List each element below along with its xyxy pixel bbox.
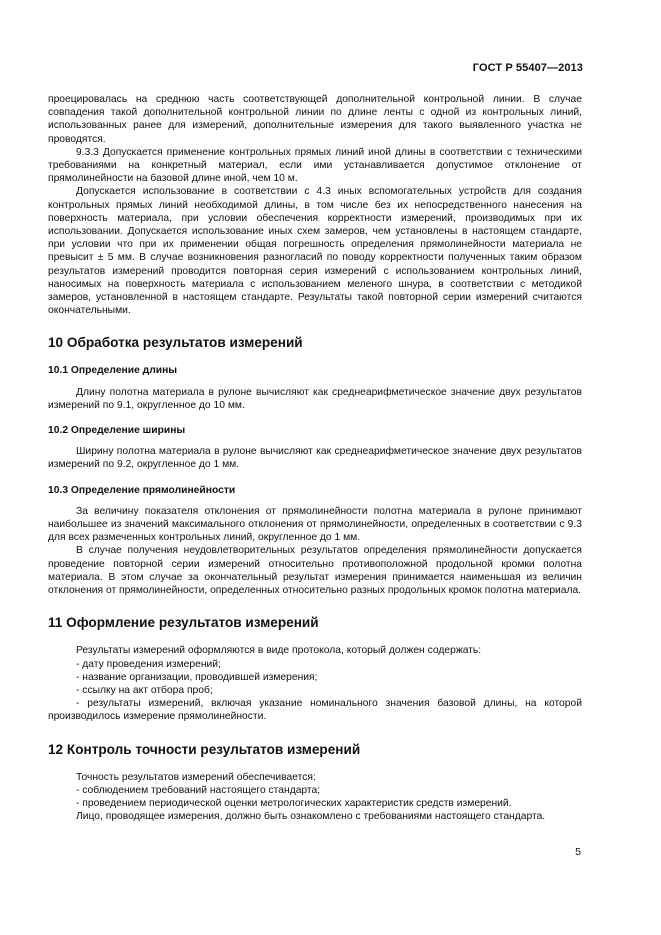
list-item-last: - результаты измерений, включая указание номинального значения базовой длины, на которой производилось измерение прямолинейности. bbox=[48, 698, 582, 723]
section-11-intro: Результаты измерений оформляются в виде протокола, который должен содержать: bbox=[76, 645, 482, 657]
section-11-heading: 11 Оформление результатов измерений bbox=[48, 615, 319, 631]
subsection-10-2-heading: 10.2 Определение ширины bbox=[48, 425, 186, 437]
subsection-10-3-heading: 10.3 Определение прямолинейности bbox=[48, 484, 236, 496]
list-item: - ссылку на акт отбора проб; bbox=[76, 684, 213, 696]
subsection-10-1-text: Длину полотна материала в рулоне вычисляют как среднеарифметическое значение двух результатов измерений по 9.1, округленное до 10 мм. bbox=[48, 386, 582, 411]
section-12-intro: Точность результатов измерений обеспечивается: bbox=[76, 771, 316, 783]
page-number: 5 bbox=[575, 846, 581, 858]
section-10-heading: 10 Обработка результатов измерений bbox=[48, 335, 303, 351]
paragraph-continuation: проецировалась на среднюю часть соответствующей дополнительной контрольной линии. В случае совпадения такой дополнительной контрольной линии по длине ленты с одной из контрольных линий, использованных ранее для измерений, дополнительные измерения для такого выявленного участка не проводятся. bbox=[48, 94, 582, 145]
list-item: - проведением периодической оценки метрологических характеристик средств измерений. bbox=[76, 797, 512, 809]
document-body bbox=[48, 93, 582, 823]
section-12-closing: Лицо, проводящее измерения, должно быть ознакомлено с требованиями настоящего стандарта. bbox=[76, 811, 546, 823]
subsection-10-1-heading: 10.1 Определение длины bbox=[48, 365, 178, 377]
section-12-heading: 12 Контроль точности результатов измерений bbox=[48, 741, 361, 757]
list-item: - соблюдением требований настоящего стандарта; bbox=[76, 784, 321, 796]
list-item: - название организации, проводившей измерения; bbox=[76, 671, 318, 683]
standard-header: ГОСТ Р 55407—2013 bbox=[472, 62, 583, 74]
paragraph-9-3-3: 9.3.3 Допускается применение контрольных прямых линий иной длины в соответствии с техническими требованиями на конкретный материал, если ими устанавливается допустимое отклонение от прямолинейности на базовой длине иной, чем 10 м. bbox=[48, 146, 582, 185]
list-item: - дату проведения измерений; bbox=[76, 658, 221, 670]
paragraph-auxiliary-devices: Допускается использование в соответствии с 4.3 иных вспомогательных устройств для создания контрольных прямых линий необходимой длины, в том числе без их непосредственного нанесения на поверхность материала, при условии обеспечения корректности измерений, производимых при их использовании. Допускается использование иных схем замеров, чем установлены в настоящем стандарте, при условии что при их применении общая погрешность определения прямолинейности материала не превысит ± 5 мм. В случае возникновения разногласий по поводу корректности полученных таким образом результатов измерений проводится повторная серия измерений с использованием контрольных линий, наносимых на поверхность материала с использованием меленого шнура, в соответствии с методикой замеров, установленной в настоящем стандарте. Результаты такой повторной серии измерений считаются окончательными. bbox=[48, 186, 582, 317]
subsection-10-3-text-2: В случае получения неудовлетворительных результатов определения прямолинейности допускается проведение повторной серии измерений относительно противоположной продольной кромки полотна материала. В этом случае за окончательный результат измерения принимается наименьшая из величин отклонения от прямолинейности, определенных относительно разных продольных кромок полотна материала. bbox=[48, 545, 582, 597]
subsection-10-3-text-1: За величину показателя отклонения от прямолинейности полотна материала в рулоне принимают наибольшее из значений максимального отклонения от прямолинейности, определенных в соответствии с 9.3 для всех размеченных контрольных линий, округленное до 1 мм. bbox=[48, 505, 582, 544]
subsection-10-2-text: Ширину полотна материала в рулоне вычисляют как среднеарифметическое значение двух результатов измерений по 9.2, округленное до 1 мм. bbox=[48, 446, 582, 471]
